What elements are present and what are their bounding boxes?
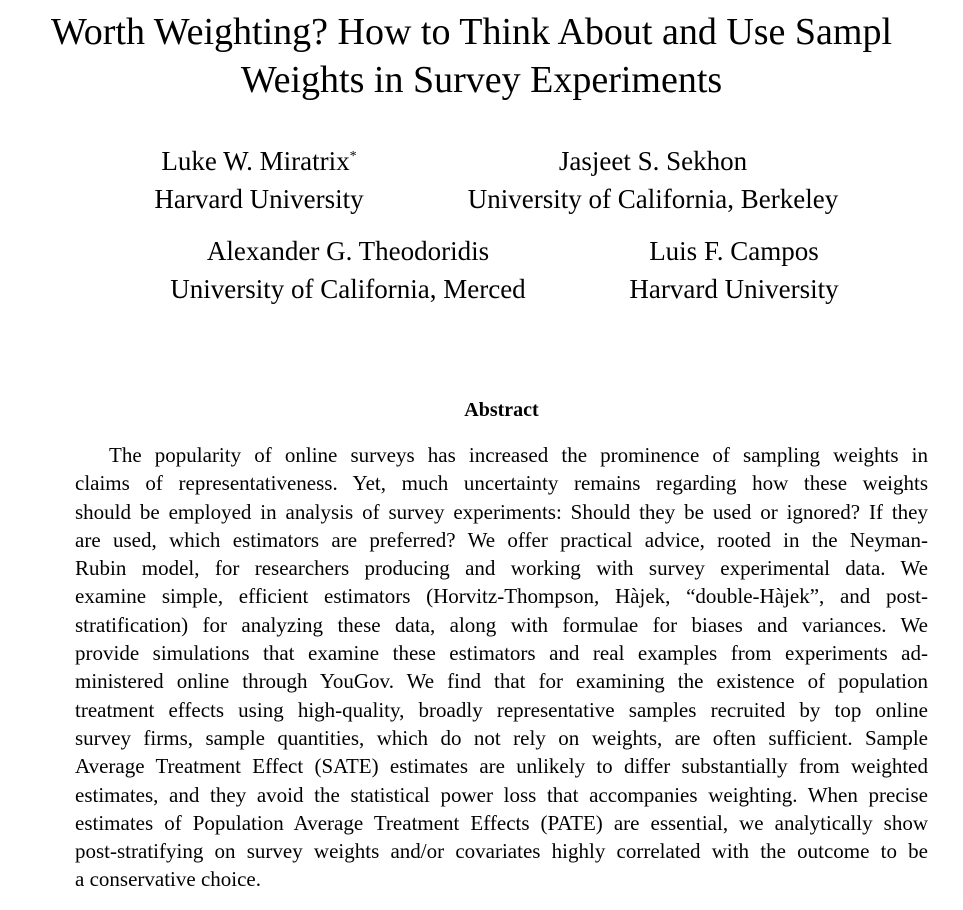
abstract-line: post-stratifying on survey weights and/or covariates highly correlated with the outcome to be	[75, 839, 928, 864]
abstract-line: should be employed in analysis of survey experiments: Should they be used or ignored? If they	[75, 499, 928, 524]
author-footnote-mark: *	[349, 149, 357, 164]
abstract-line: The popularity of online surveys has increased the prominence of sampling weights in	[109, 443, 928, 467]
abstract-line: estimates of Population Average Treatment Effects (PATE) are essential, we analytically show	[75, 810, 928, 835]
author-name: Jasjeet S. Sekhon	[558, 146, 748, 176]
abstract-line: stratification) for analyzing these data, along with formulae for biases and variances. We	[75, 612, 928, 637]
abstract-line: a conservative choice.	[75, 867, 261, 892]
abstract-line: treatment effects using high-quality, broadly representative samples recruited by top online	[75, 697, 928, 722]
author-affiliation: University of California, Berkeley	[467, 184, 839, 214]
author-block	[150, 232, 546, 308]
abstract-line: survey firms, sample quantities, which do not rely on weights, are often sufficient. Sample	[75, 725, 928, 750]
author-block	[144, 142, 374, 218]
paper-title	[0, 8, 963, 104]
author-affiliation: University of California, Merced	[170, 274, 526, 304]
abstract-line: provide simulations that examine these estimators and real examples from experiments ad-	[75, 641, 928, 666]
abstract-line: Rubin model, for researchers producing and working with survey experimental data. We	[75, 556, 928, 581]
abstract-line: are used, which estimators are preferred? We offer practical advice, rooted in the Neyman-	[75, 527, 928, 552]
author-block	[618, 232, 850, 308]
author-affiliation: Harvard University	[629, 274, 839, 304]
abstract-line: examine simple, efficient estimators (Horvitz-Thompson, Hàjek, “double-Hàjek”, and post-	[75, 584, 928, 609]
author-name: Luke W. Miratrix	[161, 146, 350, 176]
author-name: Luis F. Campos	[649, 236, 819, 266]
abstract-line: Average Treatment Effect (SATE) estimates are unlikely to differ substantially from weighted	[75, 754, 928, 779]
author-name: Alexander G. Theodoridis	[206, 236, 490, 266]
author-affiliation: Harvard University	[154, 184, 364, 214]
abstract-line: estimates, and they avoid the statistical power loss that accompanies weighting. When precise	[75, 782, 928, 807]
abstract-line: ministered online through YouGov. We find that for examining the existence of population	[75, 669, 928, 694]
abstract-body	[75, 441, 928, 894]
abstract-line: claims of representativeness. Yet, much uncertainty remains regarding how these weights	[75, 471, 928, 496]
title-line-1: Worth Weighting? How to Think About and Use Sampl	[50, 11, 893, 53]
title-line-2: Weights in Survey Experiments	[240, 59, 723, 101]
author-name-line	[144, 142, 374, 180]
abstract-heading: Abstract	[464, 399, 539, 421]
author-block	[448, 142, 858, 218]
